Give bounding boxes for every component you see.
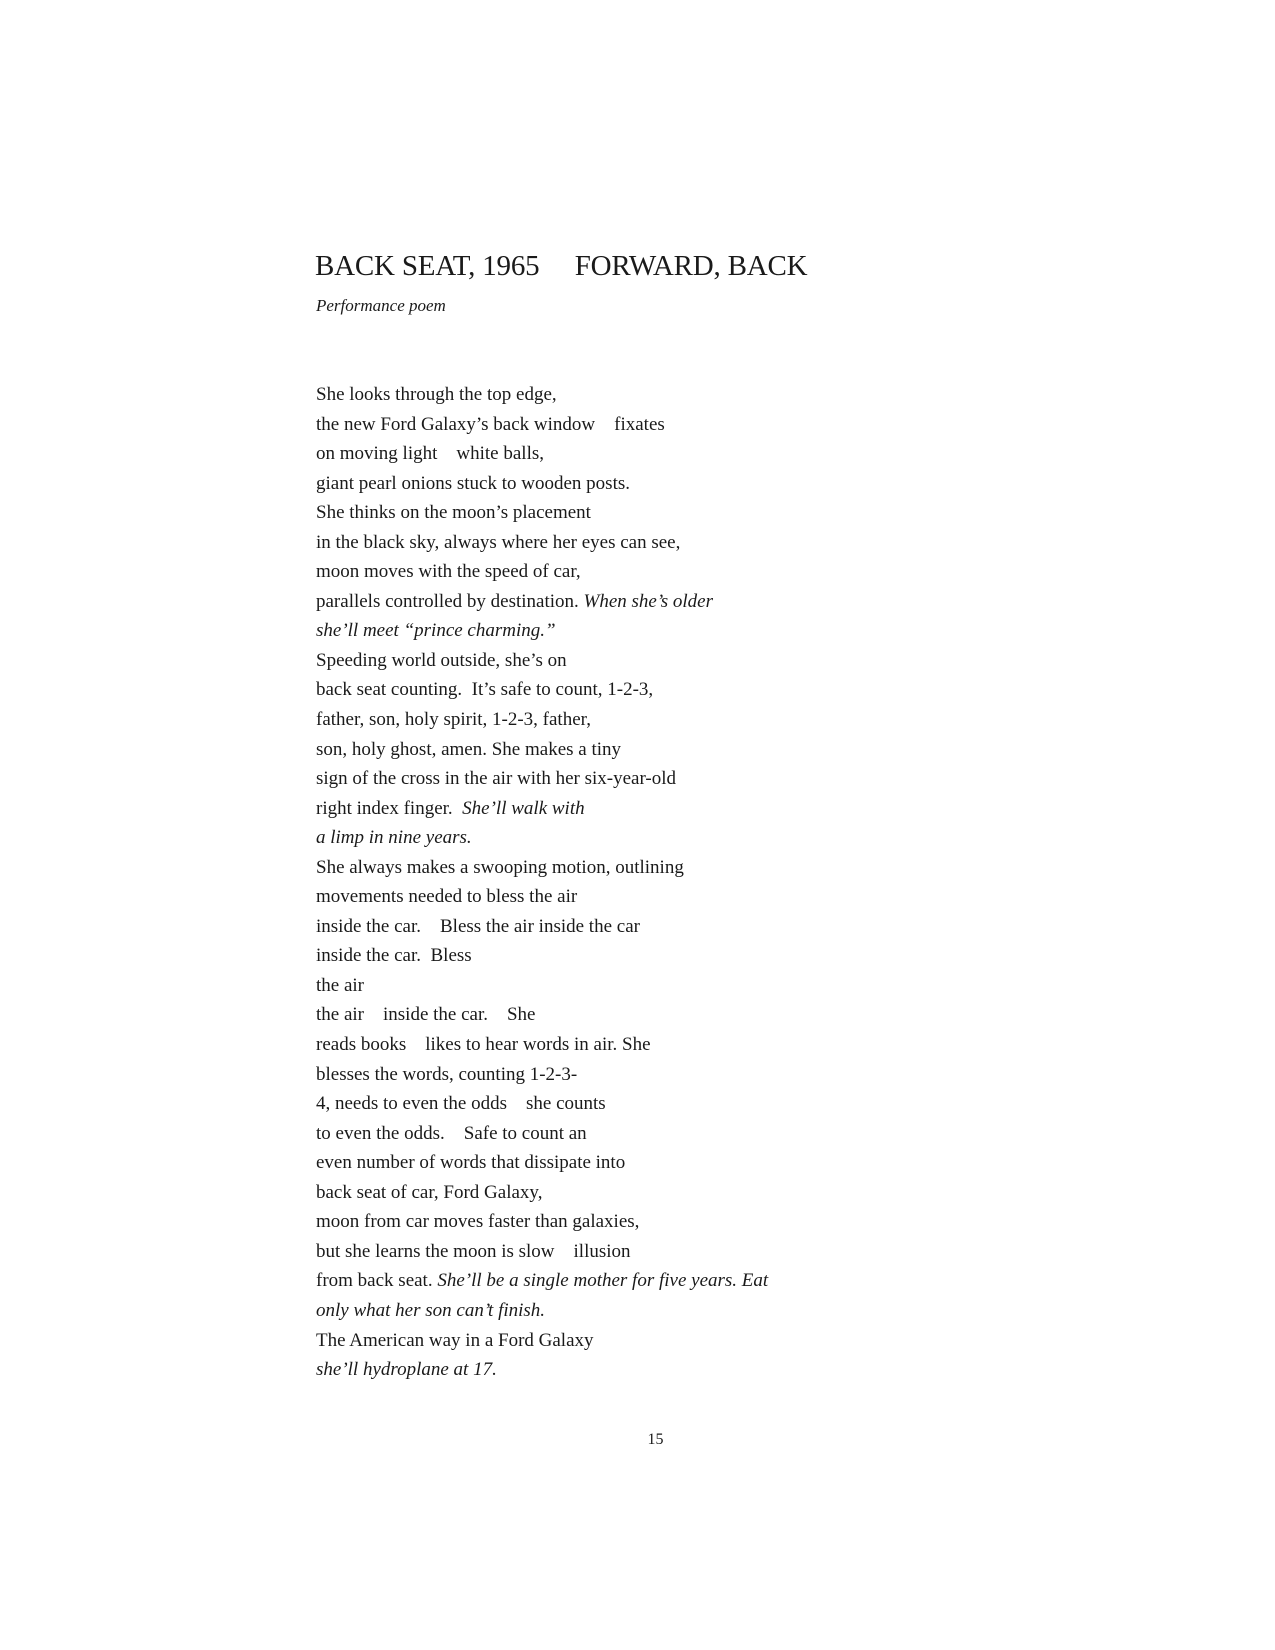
poem-line: [316, 498, 768, 528]
italic-text-segment: She’ll be a single mother for five years. Eat: [437, 1270, 769, 1292]
text-segment: Speeding world outside, she’s on: [316, 649, 567, 671]
poem-line: [316, 941, 768, 971]
text-segment: son, holy ghost, amen. She makes a tiny: [316, 738, 622, 760]
text-segment: blesses the words, counting 1-2-3-: [316, 1063, 578, 1085]
text-segment: the new Ford Galaxy’s back window fixates: [316, 413, 665, 435]
poem-line: [316, 853, 768, 883]
poem-subtitle: Performance poem: [316, 296, 446, 315]
text-segment: the air inside the car. She: [316, 1004, 536, 1026]
text-segment: the air: [316, 974, 365, 996]
poem-line: [316, 675, 768, 705]
poem-line: [316, 410, 768, 440]
text-segment: inside the car. Bless the air inside the car: [316, 915, 640, 937]
text-segment: moon moves with the speed of car,: [316, 561, 581, 583]
poem-line: [316, 587, 768, 617]
text-segment: She always makes a swooping motion, outlining: [316, 856, 684, 878]
text-segment: in the black sky, always where her eyes can see,: [316, 531, 681, 553]
text-segment: from back seat.: [316, 1270, 438, 1292]
poem-line: [316, 557, 768, 587]
italic-text-segment: She’ll walk with: [462, 797, 585, 819]
poem-line: [316, 1266, 768, 1296]
poem-line: [316, 1326, 768, 1356]
italic-text-segment: only what her son can’t finish.: [316, 1299, 546, 1321]
poem-line: [316, 469, 768, 499]
poem-line: [316, 646, 768, 676]
text-segment: father, son, holy spirit, 1-2-3, father,: [316, 709, 591, 731]
poem-line: [316, 380, 768, 410]
poem-line: [316, 439, 768, 469]
text-segment: 4, needs to even the odds she counts: [316, 1093, 606, 1115]
text-segment: parallels controlled by destination.: [316, 590, 584, 612]
poem-line: [316, 1237, 768, 1267]
poem-line: [316, 528, 768, 558]
page-number: 15: [647, 1431, 664, 1448]
italic-text-segment: When she’s older: [583, 590, 713, 612]
text-segment: movements needed to bless the air: [316, 886, 578, 908]
poem-line: [316, 1060, 768, 1090]
text-segment: back seat of car, Ford Galaxy,: [316, 1181, 543, 1203]
text-segment: moon from car moves faster than galaxies,: [316, 1211, 640, 1233]
poem-line: [316, 1000, 768, 1030]
poem-line: [316, 735, 768, 765]
text-segment: The American way in a Ford Galaxy: [316, 1329, 594, 1351]
text-segment: She thinks on the moon’s placement: [316, 502, 591, 524]
poem-line: [316, 616, 768, 646]
text-segment: inside the car. Bless: [316, 945, 472, 967]
poem-line: [316, 1148, 768, 1178]
poem-line: [316, 794, 768, 824]
poem-title: BACK SEAT, 1965 FORWARD, BACK: [315, 250, 808, 282]
poem-line: [316, 1355, 768, 1385]
text-segment: even number of words that dissipate into: [316, 1152, 626, 1174]
poem-line: [316, 912, 768, 942]
text-segment: She looks through the top edge,: [316, 384, 557, 405]
text-segment: right index finger.: [316, 797, 463, 819]
poem-line: [316, 1030, 768, 1060]
poem-line: [316, 882, 768, 912]
poem-line: [316, 971, 768, 1001]
poem-line: [316, 764, 768, 794]
text-segment: reads books likes to hear words in air. She: [316, 1034, 651, 1056]
text-segment: giant pearl onions stuck to wooden posts.: [316, 472, 630, 494]
italic-text-segment: a limp in nine years.: [316, 827, 472, 849]
poem-line: [316, 1207, 768, 1237]
text-segment: on moving light white balls,: [316, 443, 544, 465]
text-segment: sign of the cross in the air with her six-year-old: [316, 768, 676, 790]
text-segment: but she learns the moon is slow illusion: [316, 1240, 631, 1262]
poem-line: [316, 1296, 768, 1326]
poem-line: [316, 1119, 768, 1149]
text-segment: to even the odds. Safe to count an: [316, 1122, 587, 1144]
italic-text-segment: she’ll meet “prince charming.”: [316, 620, 556, 642]
italic-text-segment: she’ll hydroplane at 17.: [316, 1359, 497, 1381]
poem-line: [316, 1178, 768, 1208]
poem-body: [316, 380, 768, 1385]
text-segment: back seat counting. It’s safe to count, 1-2-3,: [316, 679, 654, 701]
poem-line: [316, 823, 768, 853]
poem-line: [316, 1089, 768, 1119]
poem-line: [316, 705, 768, 735]
